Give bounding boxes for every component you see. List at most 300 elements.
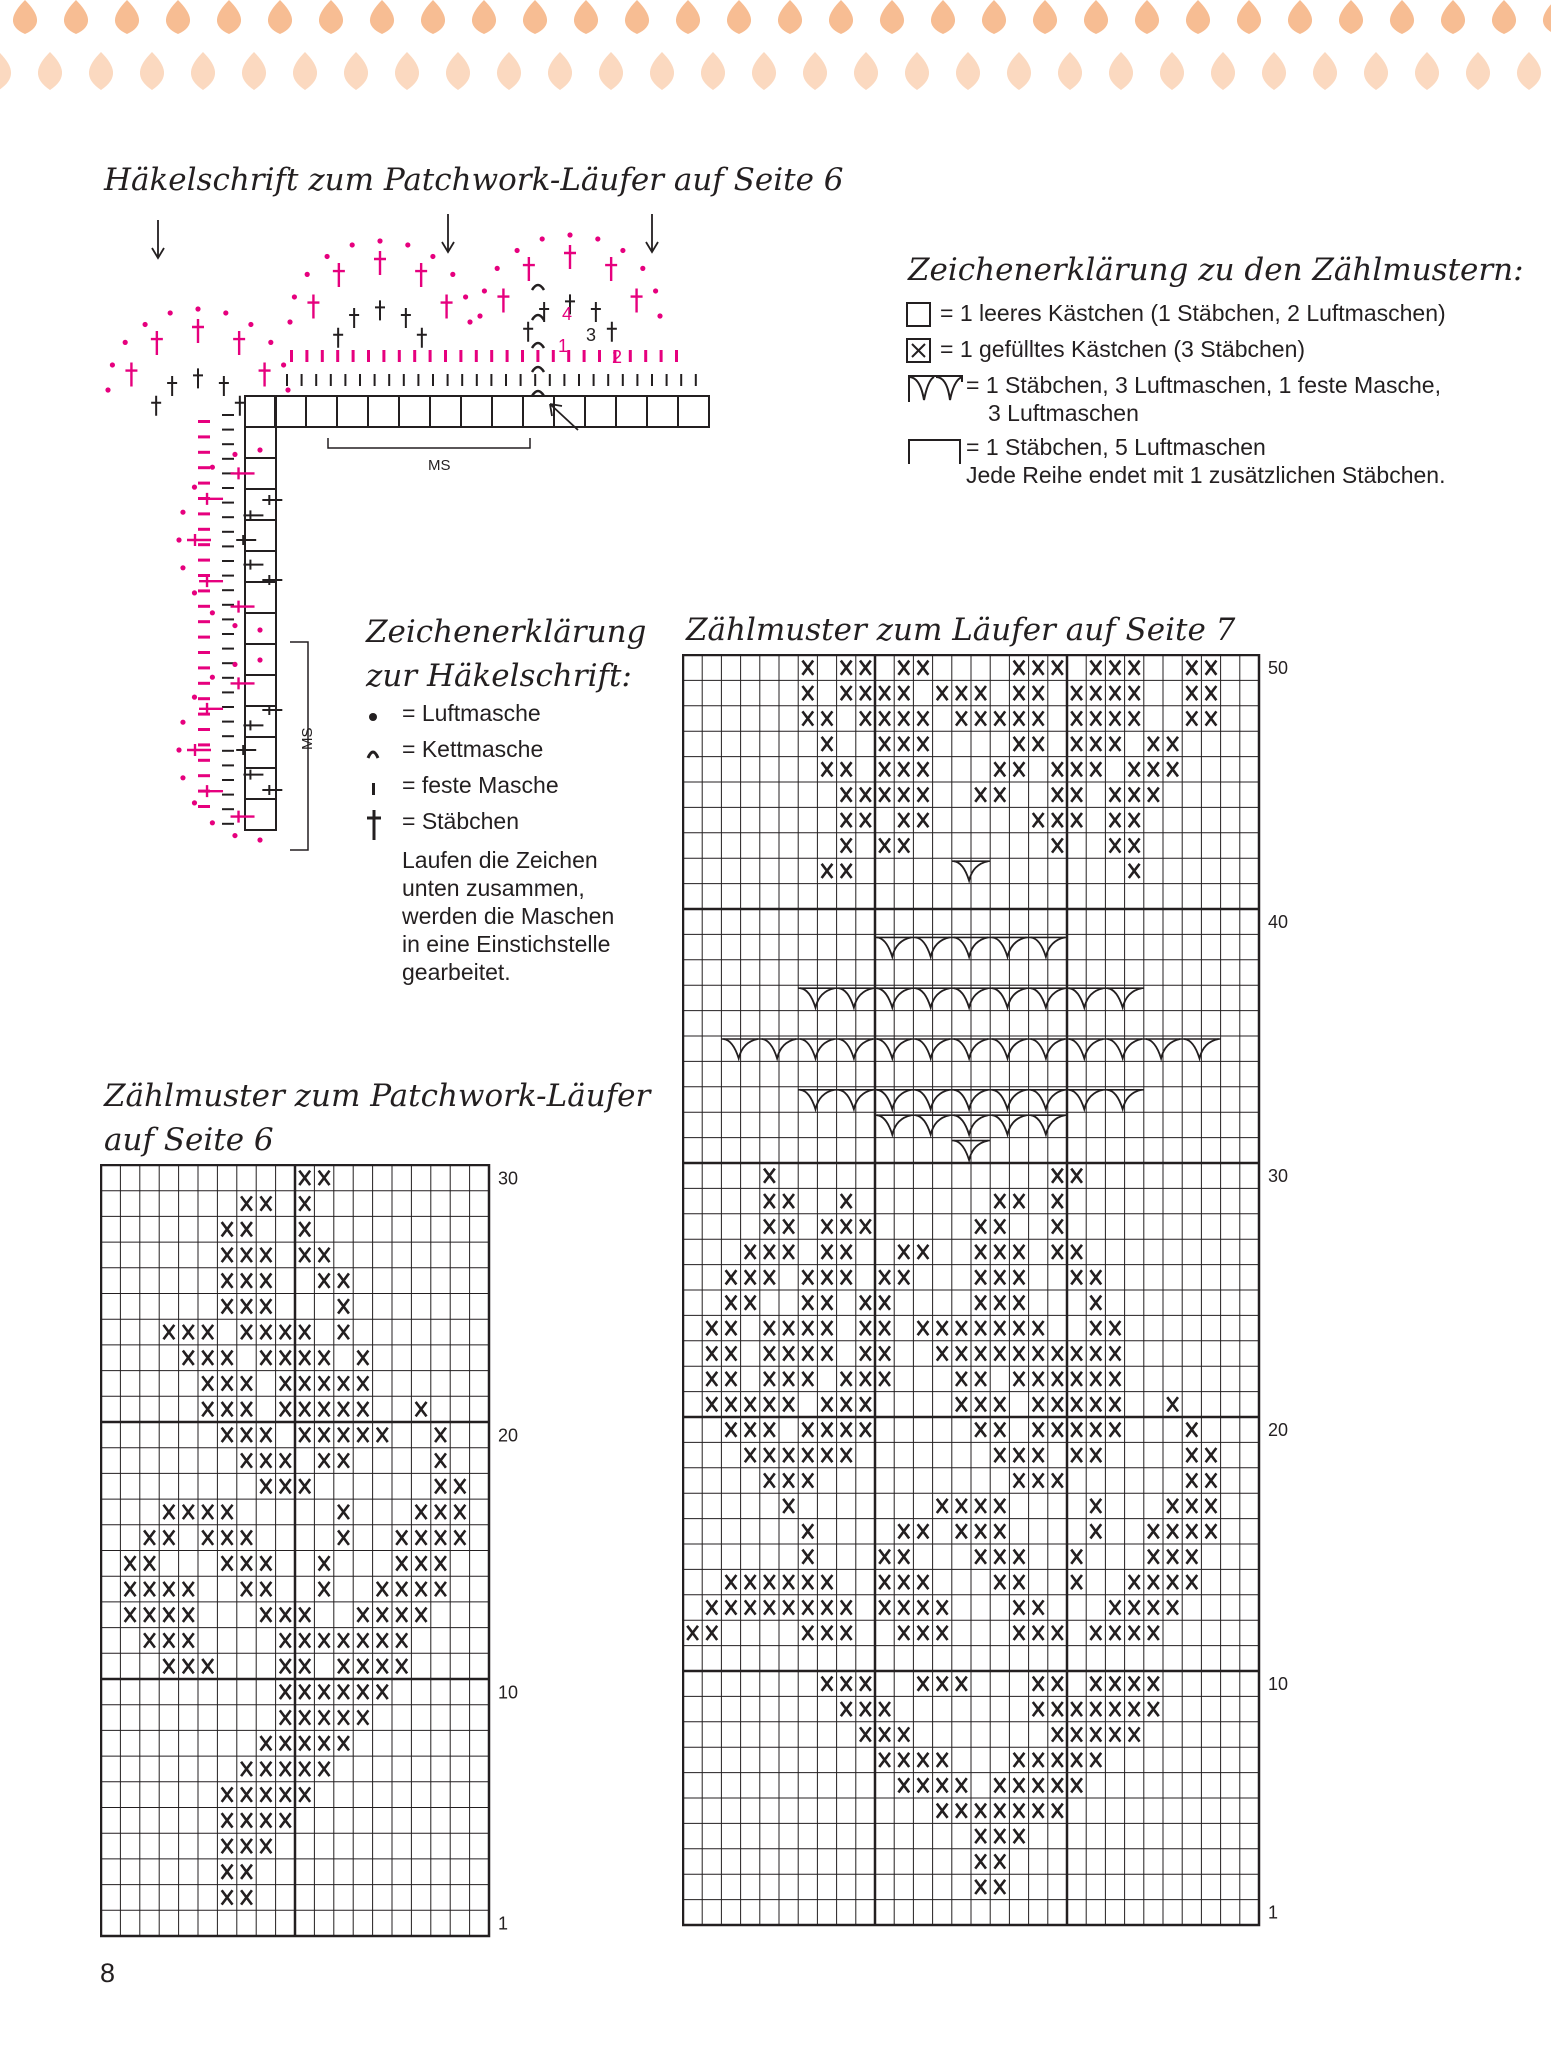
double-crochet-stitch: [631, 289, 643, 313]
legend-chain-text: = Luftmasche: [402, 700, 541, 726]
diagram-square: [492, 396, 523, 427]
peach-drop-top: [13, 0, 37, 34]
small-chart-title-1: Zählmuster zum Patchwork-Läufer: [104, 1078, 651, 1114]
double-crochet-stitch-dark: [235, 396, 245, 416]
page-number: 8: [100, 1958, 116, 1988]
single-crochet-tick-left: [222, 531, 234, 533]
peach-drop-top: [523, 0, 547, 34]
chain-dot: [192, 590, 197, 595]
peach-drop-top: [1288, 0, 1312, 34]
diagram-square: [245, 520, 276, 551]
single-crochet-tick-left: [222, 779, 234, 781]
chain-dot: [285, 387, 290, 392]
magenta-tick-left: [198, 697, 210, 700]
single-crochet-tick-left: [222, 750, 234, 752]
single-crochet-tick-left: [222, 648, 234, 650]
chain-dot: [180, 775, 185, 780]
double-crochet-stitch-dark: [167, 376, 177, 396]
peach-drop-top: [421, 0, 445, 34]
peach-drop-bottom: [1160, 52, 1184, 90]
magenta-tick-left: [198, 651, 210, 654]
large-counting-chart: [682, 654, 1502, 1944]
peach-drop-top: [727, 0, 751, 34]
single-crochet-tick-left: [222, 633, 234, 635]
single-crochet-tick: [636, 374, 638, 386]
double-crochet-stitch: [231, 811, 255, 823]
peach-drop-bottom: [395, 52, 419, 90]
magenta-tick: [629, 350, 632, 362]
peach-drop-top: [625, 0, 649, 34]
peach-drop-top: [115, 0, 139, 34]
peach-drop-top: [217, 0, 241, 34]
double-crochet-stitch: [231, 677, 255, 689]
diagram-square: [616, 396, 647, 427]
magenta-tick-left: [198, 605, 210, 608]
double-crochet-stitch: [497, 289, 509, 313]
double-crochet-stitch: [233, 331, 245, 355]
chain-dot: [192, 694, 197, 699]
peach-drop-bottom: [293, 52, 317, 90]
peach-drop-bottom: [446, 52, 470, 90]
round-number-3: 3: [586, 325, 597, 345]
slip-stitch-icon: [366, 742, 388, 764]
peach-drop-top: [1237, 0, 1261, 34]
magenta-tick: [475, 350, 478, 362]
double-crochet-stitch-dark: [349, 308, 359, 328]
magenta-tick-left: [198, 482, 210, 485]
peach-drop-bottom: [140, 52, 164, 90]
single-crochet-tick: [374, 374, 376, 386]
peach-drop-bottom: [89, 52, 113, 90]
chain-dot: [232, 623, 237, 628]
magenta-tick: [290, 350, 293, 362]
single-crochet-tick-left: [222, 429, 234, 431]
single-crochet-tick-left: [222, 458, 234, 460]
peach-drop-top: [166, 0, 190, 34]
diagram-square: [245, 396, 276, 427]
magenta-tick-left: [198, 589, 210, 592]
single-crochet-tick-left: [222, 516, 234, 518]
peach-drop-top: [574, 0, 598, 34]
magenta-tick: [305, 350, 308, 362]
peach-drop-top: [1390, 0, 1414, 34]
crochet-note-3: werden die Maschen: [402, 903, 615, 929]
peach-drop-bottom: [701, 52, 725, 90]
single-crochet-tick: [695, 374, 697, 386]
chain-dot: [176, 747, 181, 752]
double-crochet-stitch: [333, 263, 345, 287]
peach-drop-bottom: [650, 52, 674, 90]
single-crochet-tick-left: [222, 589, 234, 591]
legend-bar-text: = 1 Stäbchen, 5 Luftmaschen: [966, 434, 1266, 460]
double-crochet-stitch-dark: [417, 328, 427, 348]
peach-drop-top: [1186, 0, 1210, 34]
magenta-tick-left: [198, 620, 210, 623]
double-crochet-stitch: [259, 363, 271, 387]
double-crochet-stitch-dark: [262, 495, 282, 505]
single-crochet-tick: [344, 374, 346, 386]
double-crochet-stitch-dark: [236, 745, 256, 755]
large-chart-title: Zählmuster zum Läufer auf Seite 7: [686, 612, 1236, 648]
diagram-square: [647, 396, 678, 427]
chain-dot: [232, 662, 237, 667]
single-crochet-tick-left: [222, 677, 234, 679]
bar-icon: [906, 436, 966, 466]
peach-drop-bottom: [191, 52, 215, 90]
chain-dot: [210, 610, 215, 615]
chain-dot-icon: [366, 706, 388, 728]
magenta-tick-left: [198, 420, 210, 423]
magenta-tick: [583, 350, 586, 362]
double-crochet-stitch: [231, 601, 255, 613]
magenta-tick-left: [198, 774, 210, 777]
single-crochet-tick: [578, 374, 580, 386]
chain-dot: [232, 833, 237, 838]
double-crochet-stitch: [192, 319, 204, 343]
magenta-tick-left: [198, 512, 210, 515]
peach-drop-top: [1033, 0, 1057, 34]
double-crochet-stitch: [415, 263, 427, 287]
single-crochet-tick-left: [222, 764, 234, 766]
chain-dot: [567, 232, 572, 237]
double-crochet-stitch: [523, 257, 535, 281]
peach-drop-top: [880, 0, 904, 34]
single-crochet-tick-left: [222, 662, 234, 664]
single-crochet-tick-left: [222, 618, 234, 620]
small-chart-title-2: auf Seite 6: [104, 1122, 274, 1158]
double-crochet-stitch-dark: [262, 785, 282, 795]
peach-drop-bottom: [1262, 52, 1286, 90]
round-number-1: 1: [558, 336, 569, 356]
row-label: 10: [1268, 1674, 1289, 1695]
magenta-tick: [490, 350, 493, 362]
ms-vertical-label: MS: [299, 727, 316, 750]
empty-box-icon: [906, 302, 932, 328]
chain-dot: [405, 242, 410, 247]
single-crochet-tick: [403, 374, 405, 386]
single-crochet-tick: [534, 374, 536, 386]
chain-dot: [620, 248, 625, 253]
peach-drop-bottom: [1415, 52, 1439, 90]
peach-drop-bottom: [344, 52, 368, 90]
peach-drop-bottom: [752, 52, 776, 90]
chain-dot: [180, 565, 185, 570]
peach-drop-top: [319, 0, 343, 34]
row-label: 30: [498, 1168, 519, 1189]
magenta-tick: [367, 350, 370, 362]
slip-stitch: [532, 315, 544, 320]
row-label: 1: [498, 1913, 509, 1934]
filled-box-icon: [906, 338, 932, 364]
peach-drop-bottom: [1109, 52, 1133, 90]
double-crochet-icon: [362, 808, 388, 842]
chain-dot: [377, 238, 382, 243]
peach-drop-top: [931, 0, 955, 34]
single-crochet-tick: [680, 374, 682, 386]
chain-dot: [176, 537, 181, 542]
magenta-tick-left: [198, 759, 210, 762]
decorative-drop-border: [0, 0, 1551, 100]
peach-drop-bottom: [1313, 52, 1337, 90]
chain-dot: [105, 387, 110, 392]
single-crochet-tick-left: [222, 487, 234, 489]
magenta-tick: [506, 350, 509, 362]
single-crochet-tick: [447, 374, 449, 386]
diagram-square: [245, 799, 276, 830]
diagram-square: [275, 396, 306, 427]
diagram-square: [523, 396, 554, 427]
peach-drop-bottom: [1058, 52, 1082, 90]
legend-empty-box-text: = 1 leeres Kästchen (1 Stäbchen, 2 Luftmaschen): [940, 300, 1446, 326]
crochet-legend-title-1: Zeichenerklärung: [366, 614, 647, 650]
magenta-tick: [382, 350, 385, 362]
single-crochet-tick-left: [222, 735, 234, 737]
row-label: 1: [1268, 1902, 1279, 1923]
magenta-tick-left: [198, 666, 210, 669]
peach-drop-bottom: [548, 52, 572, 90]
magenta-tick-left: [198, 728, 210, 731]
legend-arch-text: = 1 Stäbchen, 3 Luftmaschen, 1 feste Masche,: [966, 372, 1441, 398]
peach-drop-bottom: [905, 52, 929, 90]
chain-dot: [257, 627, 262, 632]
peach-drop-bottom: [803, 52, 827, 90]
magenta-tick: [398, 350, 401, 362]
row-label: 40: [1268, 912, 1289, 933]
double-crochet-stitch: [199, 785, 223, 797]
chain-dot: [210, 465, 215, 470]
chain-dot: [477, 313, 482, 318]
double-crochet-stitch-dark: [401, 308, 411, 328]
double-crochet-stitch-dark: [375, 300, 385, 320]
crochet-legend-title-2: zur Häkelschrift:: [366, 658, 632, 694]
double-crochet-stitch-dark: [333, 328, 343, 348]
peach-drop-top: [472, 0, 496, 34]
chain-dot: [268, 340, 273, 345]
peach-drop-bottom: [242, 52, 266, 90]
chain-dot: [180, 720, 185, 725]
magenta-tick-left: [198, 451, 210, 454]
chain-dot: [292, 294, 297, 299]
chain-dot: [223, 310, 228, 315]
diagram-square: [245, 427, 276, 458]
legend-double-text: = Stäbchen: [402, 808, 520, 834]
single-crochet-tick-left: [222, 414, 234, 416]
single-crochet-tick: [301, 374, 303, 386]
magenta-tick: [598, 350, 601, 362]
slip-stitch: [532, 285, 544, 290]
peach-drop-bottom: [1211, 52, 1235, 90]
single-crochet-tick: [607, 374, 609, 386]
single-crochet-tick-left: [222, 443, 234, 445]
single-crochet-tick: [563, 374, 565, 386]
magenta-tick: [660, 350, 663, 362]
diagram-square: [245, 737, 276, 768]
row-label: 10: [498, 1682, 519, 1703]
single-crochet-tick: [549, 374, 551, 386]
diagram-square: [245, 582, 276, 613]
chain-dot: [653, 288, 658, 293]
single-crochet-tick: [432, 374, 434, 386]
magenta-tick-left: [198, 559, 210, 562]
diagram-square: [678, 396, 709, 427]
single-crochet-tick-left: [222, 545, 234, 547]
double-crochet-stitch: [231, 467, 255, 479]
single-crochet-tick: [286, 374, 288, 386]
single-crochet-icon: [366, 778, 388, 800]
round-number-4: 4: [562, 304, 573, 324]
peach-drop-top: [1441, 0, 1465, 34]
chain-dot: [482, 288, 487, 293]
magenta-tick-left: [198, 543, 210, 546]
double-crochet-stitch-dark: [193, 368, 203, 388]
magenta-tick-left: [198, 466, 210, 469]
magenta-tick-left: [198, 435, 210, 438]
single-crochet-tick: [651, 374, 653, 386]
peach-drop-bottom: [1517, 52, 1541, 90]
chain-dot: [540, 236, 545, 241]
peach-drop-top: [370, 0, 394, 34]
arch-icon: [906, 372, 966, 404]
single-crochet-tick: [461, 374, 463, 386]
magenta-tick-left: [198, 743, 210, 746]
single-crochet-tick: [330, 374, 332, 386]
counting-legend-title: Zeichenerklärung zu den Zählmustern:: [908, 252, 1524, 288]
slip-stitch: [532, 367, 544, 372]
chain-dot: [595, 236, 600, 241]
chain-dot: [123, 340, 128, 345]
peach-drop-top: [676, 0, 700, 34]
peach-drop-top: [829, 0, 853, 34]
double-crochet-stitch-dark: [591, 302, 601, 322]
single-crochet-tick-left: [222, 560, 234, 562]
chain-dot: [192, 800, 197, 805]
single-crochet-tick: [593, 374, 595, 386]
peach-drop-bottom: [1364, 52, 1388, 90]
diagram-square: [245, 675, 276, 706]
double-crochet-stitch-dark: [262, 575, 282, 585]
chain-dot: [495, 266, 500, 271]
double-crochet-stitch-dark: [243, 560, 263, 570]
single-crochet-tick-left: [222, 502, 234, 504]
double-crochet-stitch-dark: [236, 535, 256, 545]
single-crochet-tick: [315, 374, 317, 386]
double-crochet-stitch-dark: [219, 376, 229, 396]
chain-dot: [142, 322, 147, 327]
magenta-tick: [675, 350, 678, 362]
single-crochet-tick: [417, 374, 419, 386]
magenta-tick: [336, 350, 339, 362]
diagram-square: [399, 396, 430, 427]
crochet-diagram-title: Häkelschrift zum Patchwork-Läufer auf Seite 6: [104, 162, 844, 198]
chain-dot: [195, 306, 200, 311]
single-crochet-tick-left: [222, 823, 234, 825]
start-arrow: [152, 220, 164, 258]
single-crochet-tick-left: [222, 794, 234, 796]
slip-stitch: [532, 343, 544, 348]
crochet-note-5: gearbeitet.: [402, 959, 511, 985]
ms-bracket-horizontal: [328, 438, 530, 448]
single-crochet-tick-left: [222, 721, 234, 723]
row-label: 20: [1268, 1420, 1289, 1441]
chain-dot: [210, 675, 215, 680]
peach-drop-bottom: [0, 52, 11, 90]
magenta-tick: [521, 350, 524, 362]
peach-drop-bottom: [38, 52, 62, 90]
magenta-tick: [352, 350, 355, 362]
double-crochet-stitch: [307, 295, 319, 319]
single-crochet-tick-left: [222, 808, 234, 810]
double-crochet-stitch: [199, 493, 223, 505]
diagram-square: [461, 396, 492, 427]
single-crochet-tick: [490, 374, 492, 386]
peach-drop-top: [268, 0, 292, 34]
double-crochet-stitch: [564, 245, 576, 269]
chain-dot: [514, 248, 519, 253]
diagram-square: [368, 396, 399, 427]
single-crochet-tick-left: [222, 691, 234, 693]
chain-dot: [257, 447, 262, 452]
double-crochet-stitch-dark: [243, 720, 263, 730]
magenta-tick: [321, 350, 324, 362]
peach-drop-top: [1339, 0, 1363, 34]
row-label: 50: [1268, 658, 1289, 679]
chain-dot: [168, 310, 173, 315]
double-crochet-stitch-dark: [243, 770, 263, 780]
peach-drop-top: [1543, 0, 1551, 34]
chain-dot: [180, 510, 185, 515]
diagram-square: [430, 396, 461, 427]
chain-dot: [287, 319, 292, 324]
chain-dot: [192, 484, 197, 489]
crochet-note-2: unten zusammen,: [402, 875, 585, 901]
double-crochet-stitch-dark: [243, 510, 263, 520]
double-crochet-stitch-dark: [607, 322, 617, 342]
chain-dot: [324, 254, 329, 259]
chain-dot: [248, 322, 253, 327]
single-crochet-tick: [622, 374, 624, 386]
chain-dot: [450, 272, 455, 277]
peach-drop-bottom: [497, 52, 521, 90]
chain-dot: [305, 272, 310, 277]
chain-dot: [640, 266, 645, 271]
peach-drop-bottom: [1466, 52, 1490, 90]
diagram-square: [585, 396, 616, 427]
legend-slip-text: = Kettmasche: [402, 736, 544, 762]
double-crochet-stitch: [441, 295, 453, 319]
round-number-2: 2: [612, 347, 623, 367]
double-crochet-stitch: [374, 251, 386, 275]
peach-drop-top: [778, 0, 802, 34]
diagram-square: [337, 396, 368, 427]
double-crochet-stitch: [125, 363, 137, 387]
double-crochet-stitch: [151, 331, 163, 355]
double-crochet-stitch-dark: [151, 396, 161, 416]
peach-drop-top: [982, 0, 1006, 34]
magenta-tick: [444, 350, 447, 362]
magenta-tick: [429, 350, 432, 362]
peach-drop-top: [64, 0, 88, 34]
legend-single-text: = feste Masche: [402, 772, 559, 798]
peach-drop-top: [1492, 0, 1516, 34]
small-counting-chart: [100, 1164, 660, 1944]
peach-drop-bottom: [854, 52, 878, 90]
magenta-tick: [552, 350, 555, 362]
peach-drop-top: [1135, 0, 1159, 34]
start-arrow: [442, 214, 454, 252]
magenta-tick: [413, 350, 416, 362]
chain-dot: [430, 254, 435, 259]
magenta-tick-left: [198, 528, 210, 531]
